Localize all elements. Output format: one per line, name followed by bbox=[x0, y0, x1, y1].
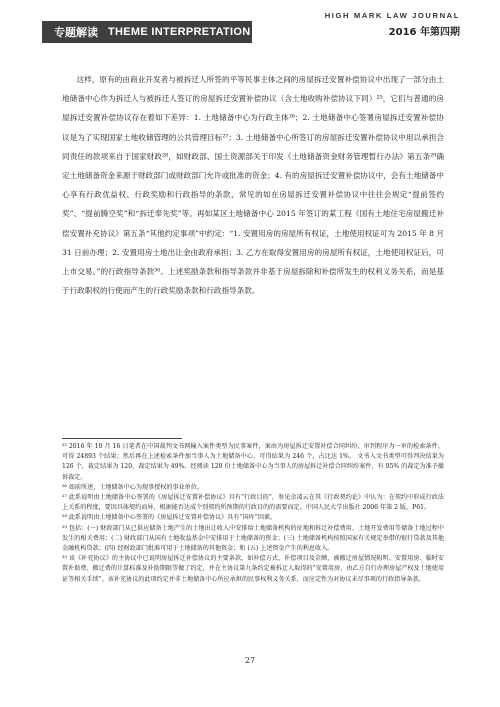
footnote-26: ²⁶ 如前所述，土地储备中心为现事授权的事业单位。 bbox=[62, 483, 203, 491]
section-header-bar bbox=[42, 21, 252, 43]
journal-name: HIGH MARK LAW JOURNAL bbox=[324, 11, 460, 20]
section-title-cn: 专题解读 bbox=[54, 26, 98, 39]
body-paragraph: 这样，原有的由商业开发者与被拆迁人所签的平等民事主体之间的房屋拆迁安置补偿协议中出现了一部分由土地储备中心作为拆迁人与被拆迁人签订的房屋拆迁安置补偿协议（含土地收购补偿协议下同）²⁵，它们与普通的房屋拆迁安置补偿协议存在着如下差异：1. 土地储备中心为行政主体²⁶；2. 土地储备中心签署房屋拆迁安置补偿协议是为了实现国家土地收储管理的公共管理目标²⁷；3. 土地储备中心所签订的房屋拆迁安置补偿协议中用以承担合同责任的款项来自于国家财政²⁸，如财政部、国土资源部关于印发《土地储备资金财务管理暂行办法》第五条²⁹确定土地储备资金来源于财政部门或财政部门允许或批准的资金；4. 有的房屋拆迁安置补偿协议中，会有土地储备中心享有行政优益权、行政奖励和行政指导的条款，常见的如在房屋拆迁安置补偿协议中往往会规定“提前签约奖”、“提前腾空奖”和“拆迁奉先奖”等。再如某区土地储备中心 2015 年签订的某工程《国有土地住宅房屋搬迁补偿安置补充协议》第五条“其他约定事项”中约定：“1. 安置用房的房屋所有权证，土地使用权证可为 2015 年 8 月 31 日前办理；2. 安置用房土地出让金由政府承担；3. 乙方在取得安置用房的房屋所有权证，土地使用权证后，可上市交易。”的行政指导条款³⁰。上述奖励条款和指导条款并非基于房屋拆除和补偿所发生的权利义务关系，而是基于行政职权的行使而产生的行政奖励条款和行政指导条款。 bbox=[62, 75, 444, 296]
footnote-divider bbox=[62, 438, 182, 439]
footnote-27: ²⁷ 此系说明由土地储备中心签署的《房屋拆迁安置补偿协议》具有“行政目的”，参见余凌云在其《行政契约论》中认为：在契约中形成行政法上关系的程度，要因具体契约而异，根据能否达成个别契约所预期的行政目的的需要而定。中国人民大学出版社 2006 年第 2 版，P61。 bbox=[62, 494, 444, 512]
journal-issue: 2016 年第四期 bbox=[388, 27, 460, 38]
section-title-en: THEME INTERPRETATION bbox=[108, 26, 251, 38]
footnotes bbox=[62, 442, 444, 585]
page-number: 27 bbox=[244, 656, 256, 665]
footnote-29: ²⁹ 包括：(一) 财政部门从已供应储备土地产生的土地出让收入中安排给土地储备机构的征地和拆迁补偿费用、土地开发费用等储备土地过程中发生的相关费用；(二) 财政部门从国有土地收益基金中安排用于土地储备的资金；(三) 土地储备机构按照国家有关规定举借的银行贷款及其他金融机构贷款；(四) 经财政部门批准可用于土地储备的其他资金；和 (五) 上述资金产生的利息收入。 bbox=[62, 524, 444, 553]
footnote-25: ²⁵ 2016 年 10 月 16 日笔者在中国裁判文书网输入案件类型为民事案件，案由为房屋拆迁安置补偿合同纠纷，审判程序为一审的检索条件，可得 24893 个结果；然后再在上述检索条件加当事人为土地储备中心，可得结果为 246 个，占比达 1%。 文书入文书类型可得判决结果为 126 个，裁定结果为 120，裁定结果为 49%。经阅读 120 份土地储备中心为当事人的房屋拆迁补偿合同纠纷案件，有 95% 的裁定为准予撤诉裁定。 bbox=[62, 443, 444, 481]
journal-masthead bbox=[325, 11, 460, 38]
footnote-28: ²⁸ 此系说明由土地储备中心签署的《房屋拆迁安置补偿协议》具有“国库”因素。 bbox=[62, 514, 277, 522]
footnote-30: ³⁰ 该《补充协议》的主协议中已说明房屋拆迁补偿协议的主要条款，如补偿方式、补偿项目及金额、被搬迁房屋情况附明、安置用房、临时安置补助费、搬迁费的计算标准及补助期限等做了约定，并在主协议第九条约定被拆迁人取得的“安置用房，由乙方自行办理房屋产权及土地使用证等相关手续”。该补充协议的此项约定并非土地储备中心所应承担的民事权利义务关系，而应定性为对协议未尽事项的行政指导条款。 bbox=[62, 555, 444, 583]
